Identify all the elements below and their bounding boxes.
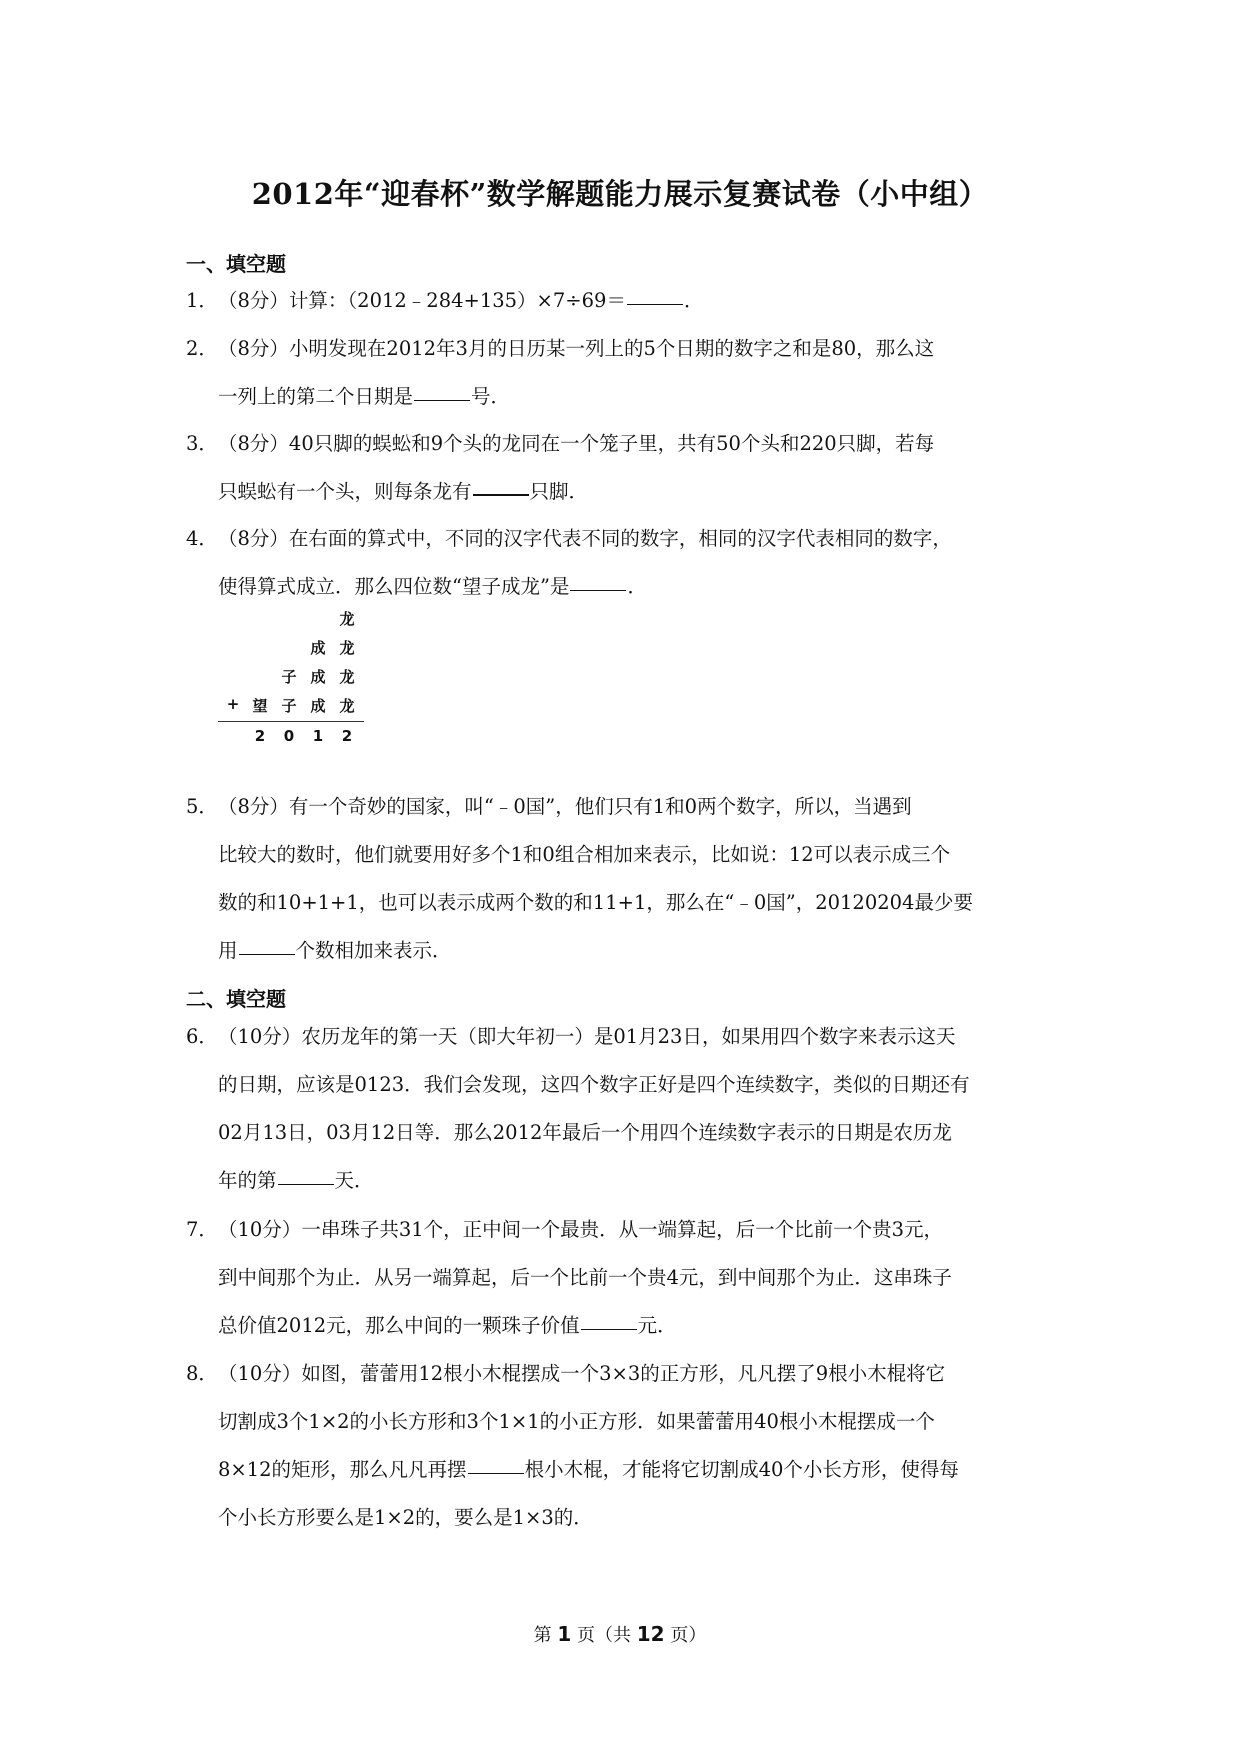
question-number: 5． (186, 795, 218, 818)
puzzle-char: 龙 (339, 697, 355, 715)
question-text: （8分）40只脚的蜈蚣和9个头的龙同在一个笼子里，共有50个头和220只脚，若每 (218, 432, 935, 455)
page-title: 2012年“迎春杯”数学解题能力展示复赛试卷（小中组） (251, 177, 989, 211)
question-8: 8．（10分）如图，蕾蕾用12根小木棍摆成一个3×3的正方形，凡凡摆了9根小木棍将它 切割成3个1×2的小长方形和3个1×1的小正方形．如果蕾蕾用40根小木棍摆成一个 8×12的矩形，那么凡凡再摆 根小木棍，才能将它切割成40个小长方形，使得每 个小长方形要么是1×2的，要么是1×3的． (186, 1350, 1066, 1542)
answer-blank (414, 400, 470, 401)
question-number: 7． (186, 1218, 218, 1241)
sum-line (218, 721, 364, 722)
puzzle-char: 成 (310, 697, 326, 715)
section-heading-2: 二、填空题 (186, 987, 286, 1011)
question-7: 7．（10分）一串珠子共31个，正中间一个最贵．从一端算起，后一个比前一个贵3元， 到中间那个为止．从另一端算起，后一个比前一个贵4元，到中间那个为止．这串珠子 总价值2012元，那么中间的一颗珠子价值 元． (186, 1206, 1066, 1350)
answer-blank (627, 304, 683, 305)
puzzle-char: 龙 (339, 610, 355, 628)
puzzle-char: 龙 (339, 668, 355, 686)
question-text: （8分）计算：（2012﹣284+135）×7÷69＝ (218, 289, 626, 312)
puzzle-char: 龙 (339, 639, 355, 657)
question-number: 6． (186, 1025, 218, 1048)
question-text: （8分）有一个奇妙的国家，叫“﹣0国”，他们只有1和0两个数字，所以，当遇到 (218, 795, 912, 818)
answer-blank (570, 590, 626, 591)
answer-blank (468, 1473, 524, 1474)
answer-blank (278, 1184, 334, 1185)
result-digit: 2 (341, 727, 353, 745)
question-3: 3．（8分）40只脚的蜈蚣和9个头的龙同在一个笼子里，共有50个头和220只脚，若每 只蜈蚣有一个头，则每条龙有 只脚． (186, 420, 1066, 516)
question-number: 8． (186, 1362, 218, 1385)
section-heading-1: 一、填空题 (186, 252, 286, 276)
question-number: 3． (186, 432, 218, 455)
total-pages: 12 (636, 1622, 665, 1646)
page-footer: 第 1 页（共 12 页） (533, 1622, 707, 1646)
puzzle-char: 子 (281, 697, 297, 715)
question-number: 2． (186, 337, 218, 360)
question-number: 4． (186, 527, 218, 550)
question-5: 5．（8分）有一个奇妙的国家，叫“﹣0国”，他们只有1和0两个数字，所以，当遇到 比较大的数时，他们就要用好多个1和0组合相加来表示，比如说：12可以表示成三个 数的和10+1+1，也可以表示成两个数的和11+1，那么在“﹣0国”，20120204最少要 用 个数相加来表示． (186, 783, 1066, 975)
result-digit: 0 (283, 727, 295, 745)
puzzle-char: 望 (252, 697, 268, 715)
result-digit: 1 (312, 727, 324, 745)
plus-sign: + (226, 695, 240, 713)
question-1: 1．（8分）计算：（2012﹣284+135）×7÷69＝ ． (186, 277, 1066, 325)
answer-blank (473, 494, 529, 496)
puzzle-char: 成 (310, 639, 326, 657)
puzzle-char: 成 (310, 668, 326, 686)
question-text: （10分）农历龙年的第一天（即大年初一）是01月23日，如果用四个数字来表示这天 (218, 1025, 956, 1048)
question-6: 6．（10分）农历龙年的第一天（即大年初一）是01月23日，如果用四个数字来表示这天 的日期，应该是0123．我们会发现，这四个数字正好是四个连续数字，类似的日期还有 02月13日，03月12日等．那么2012年最后一个用四个连续数字表示的日期是农历龙 年的第 天． (186, 1013, 1066, 1205)
question-4: 4．（8分）在右面的算式中，不同的汉字代表不同的数字，相同的汉字代表相同的数字， 使得算式成立．那么四位数“望子成龙”是 ． (186, 515, 1066, 611)
addition-puzzle-figure (218, 602, 378, 752)
question-text: （8分）在右面的算式中，不同的汉字代表不同的数字，相同的汉字代表相同的数字， (218, 527, 952, 550)
question-2: 2．（8分）小明发现在2012年3月的日历某一列上的5个日期的数字之和是80，那么这 一列上的第二个日期是 号． (186, 325, 1066, 421)
question-text: （10分）如图，蕾蕾用12根小木棍摆成一个3×3的正方形，凡凡摆了9根小木棍将它 (218, 1362, 946, 1385)
page-number: 1 (557, 1622, 572, 1646)
answer-blank (581, 1329, 637, 1330)
question-text: （10分）一串珠子共31个，正中间一个最贵．从一端算起，后一个比前一个贵3元， (218, 1218, 944, 1241)
puzzle-char: 子 (281, 668, 297, 686)
result-digit: 2 (254, 727, 266, 745)
question-number: 1． (186, 289, 218, 312)
answer-blank (239, 954, 295, 955)
question-text: （8分）小明发现在2012年3月的日历某一列上的5个日期的数字之和是80，那么这 (218, 337, 935, 360)
